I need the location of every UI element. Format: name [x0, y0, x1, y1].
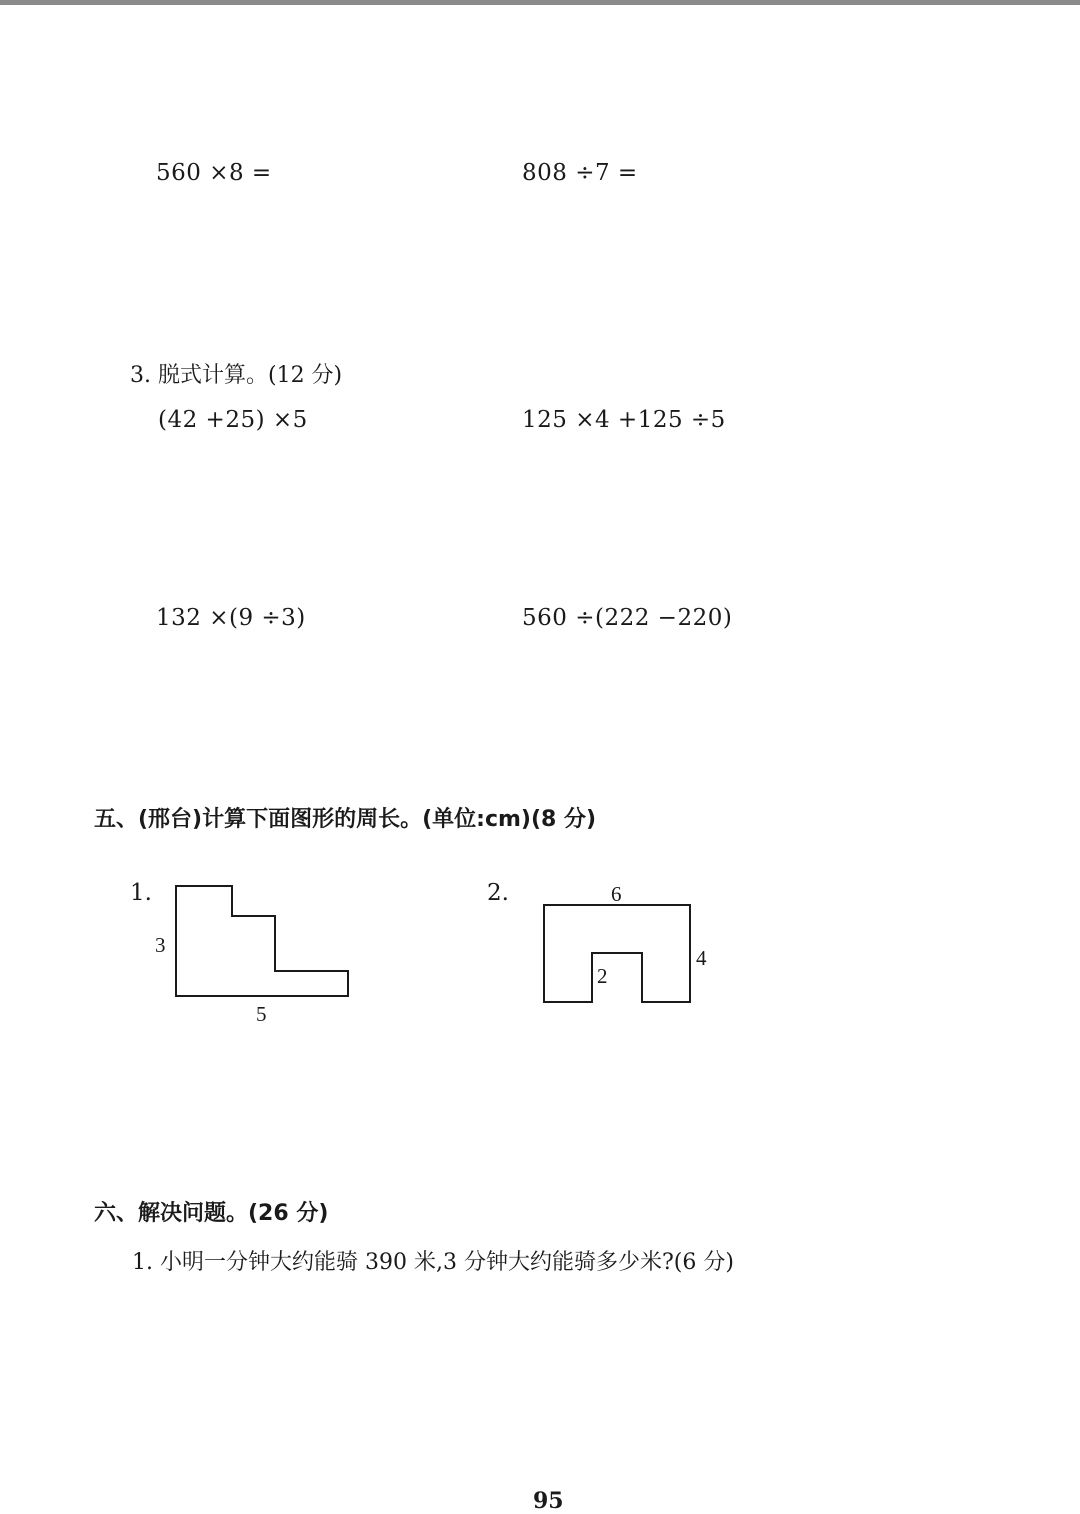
- expr-560x8: 560 ×8 =: [156, 160, 272, 186]
- figure2-arch-shape: [520, 875, 730, 1015]
- figure2-right-label: 4: [696, 946, 707, 970]
- section6-question-1: 1. 小明一分钟大约能骑 390 米,3 分钟大约能骑多少米?(6 分): [132, 1250, 734, 1275]
- figure2-inner-label: 2: [597, 964, 608, 988]
- part3-heading: 3. 脱式计算。(12 分): [130, 363, 343, 388]
- section5-title: 五、(邢台)计算下面图形的周长。(单位:cm)(8 分): [94, 807, 597, 832]
- figure2-number: 2.: [487, 880, 509, 906]
- section6-title: 六、解决问题。(26 分): [94, 1201, 329, 1226]
- expr-42plus25x5: (42 +25) ×5: [158, 407, 308, 433]
- figure1-bottom-label: 5: [256, 1002, 267, 1026]
- figure1-side-label: 3: [155, 933, 166, 957]
- figure1-staircase-shape: [140, 870, 370, 1040]
- page-number: 95: [533, 1488, 564, 1514]
- figure1-number: 1.: [130, 880, 152, 906]
- figure2-top-label: 6: [611, 882, 622, 906]
- expr-125x4plus125div5: 125 ×4 +125 ÷5: [522, 407, 726, 433]
- expr-560div222minus220: 560 ÷(222 −220): [522, 605, 733, 631]
- expr-808div7: 808 ÷7 =: [522, 160, 638, 186]
- top-border: [0, 0, 1080, 5]
- expr-132x9div3: 132 ×(9 ÷3): [156, 605, 306, 631]
